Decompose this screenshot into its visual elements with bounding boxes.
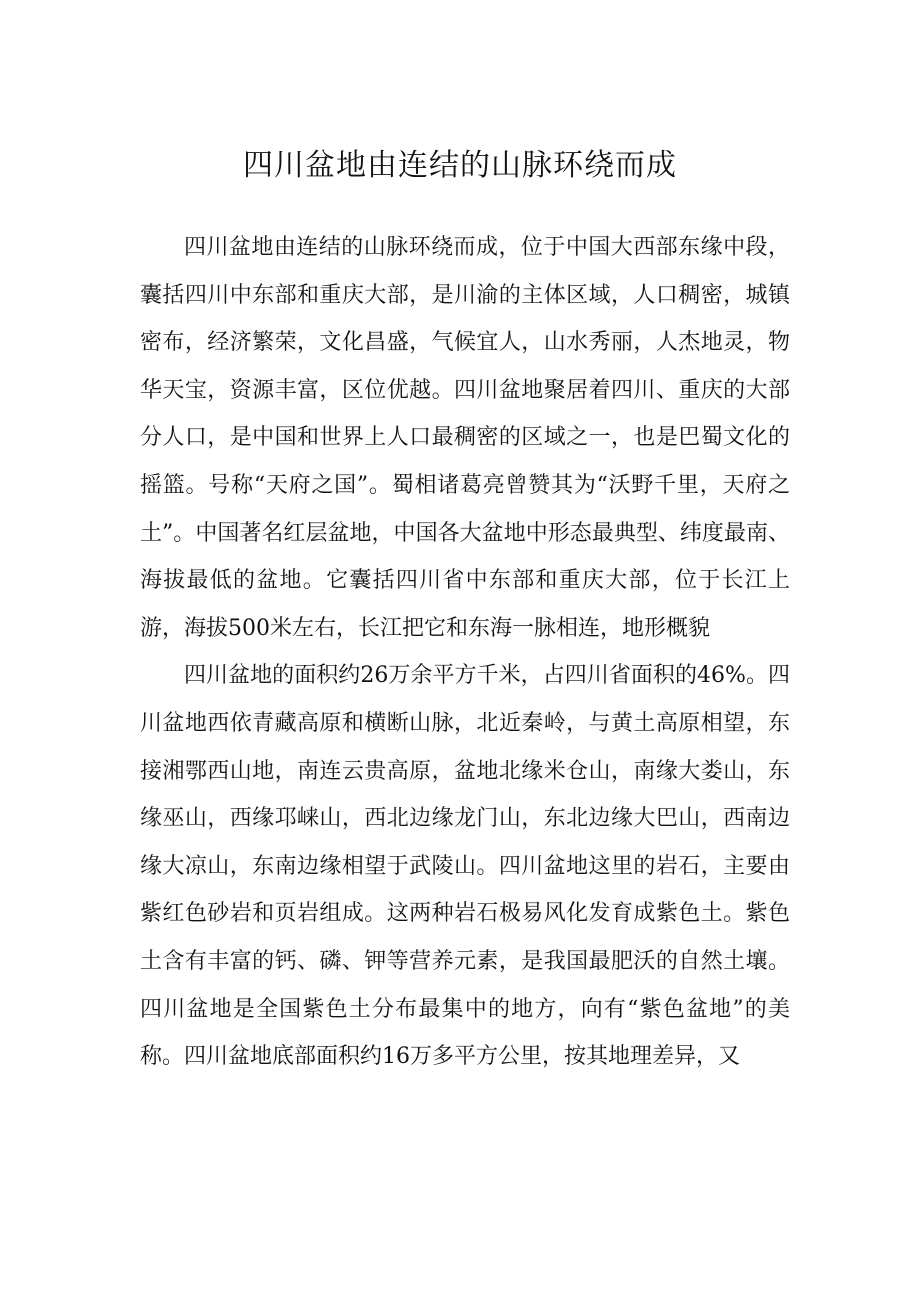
paragraph-1: 四川盆地由连结的山脉环绕而成，位于中国大西部东缘中段，囊括四川中东部和重庆大部，是川渝的主体区域，人口稠密，城镇密布，经济繁荣，文化昌盛，气候宜人，山水秀丽，人杰地灵，物华天宝，资源丰富，区位优越。四川盆地聚居着四川、重庆的大部分人口，是中国和世界上人口最稠密的区域之一，也是巴蜀文化的摇篮。号称“天府之国”。蜀相诸葛亮曾赞其为“沃野千里，天府之土”。中国著名红层盆地，中国各大盆地中形态最典型、纬度最南、海拔最低的盆地。它囊括四川省中东部和重庆大部，位于长江上游，海拔500米左右，长江把它和东海一脉相连，地形概貌 — [140, 235, 790, 641]
paragraph-2: 四川盆地的面积约26万余平方千米，占四川省面积的46%。四川盆地西依青藏高原和横断山脉，北近秦岭，与黄土高原相望，东接湘鄂西山地，南连云贵高原，盆地北缘米仓山，南缘大娄山，东缘巫山，西缘邛崃山，西北边缘龙门山，东北边缘大巴山，西南边缘大凉山，东南边缘相望于武陵山。四川盆地这里的岩石，主要由紫红色砂岩和页岩组成。这两种岩石极易风化发育成紫色土。紫色土含有丰富的钙、磷、钾等营养元素，是我国最肥沃的自然土壤。四川盆地是全国紫色土分布最集中的地方，向有“紫色盆地”的美称。四川盆地底部面积约16万多平方公里，按其地理差异，又 — [140, 663, 790, 1070]
document-title: 四川盆地由连结的山脉环绕而成 — [243, 148, 677, 183]
document-body — [140, 224, 790, 1081]
